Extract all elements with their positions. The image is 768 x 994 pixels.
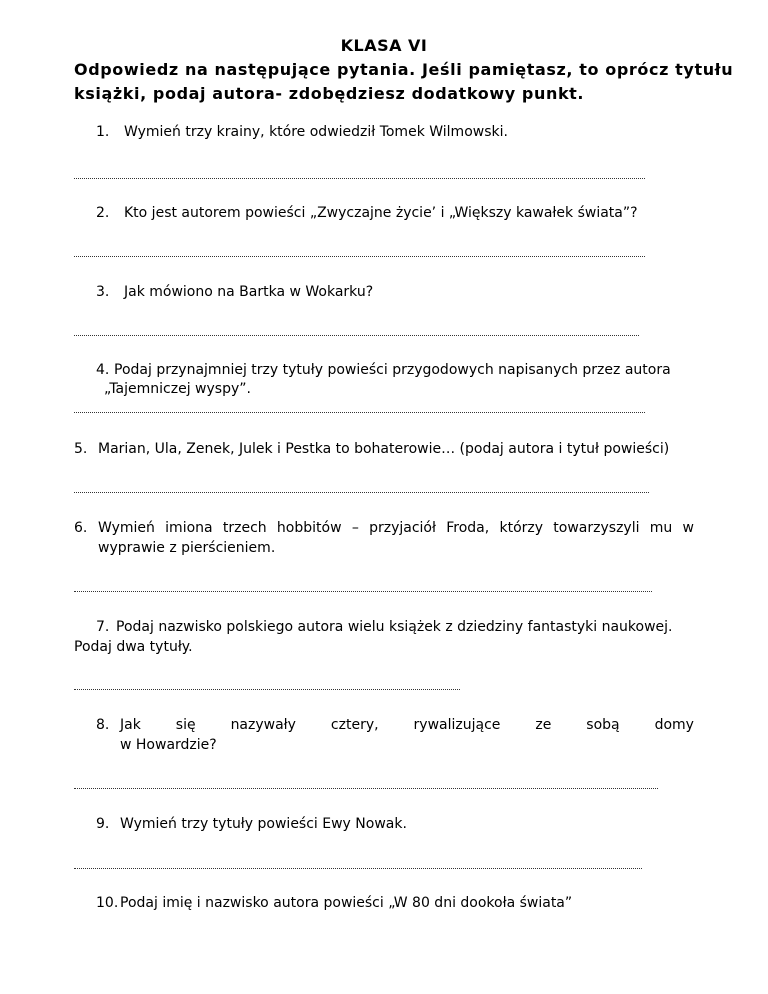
question-10-number: 10. xyxy=(96,895,119,911)
answer-line-5[interactable] xyxy=(74,492,649,495)
intro-line-1: Odpowiedz na następujące pytania. Jeśli pamiętasz, to oprócz tytułu xyxy=(74,60,734,79)
question-3-number: 3. xyxy=(96,284,110,300)
intro-line-2: książki, podaj autora- zdobędziesz dodatkowy punkt. xyxy=(74,84,585,103)
question-7-text-line-2: Podaj dwa tytuły. xyxy=(74,639,193,655)
question-5-number: 5. xyxy=(74,441,88,457)
question-2-number: 2. xyxy=(96,205,110,221)
question-8-word: sobą xyxy=(586,717,620,733)
answer-line-1[interactable] xyxy=(74,178,645,181)
question-8-word: rywalizujące xyxy=(413,717,501,733)
question-8-word: ze xyxy=(535,717,552,733)
question-9-number: 9. xyxy=(96,816,110,832)
question-9-text: Wymień trzy tytuły powieści Ewy Nowak. xyxy=(120,816,407,832)
answer-line-7[interactable] xyxy=(74,689,460,692)
question-8-text-line-2: w Howardzie? xyxy=(120,737,217,753)
page-title: KLASA VI xyxy=(340,36,428,55)
question-6-text-line-2: wyprawie z pierścieniem. xyxy=(98,540,276,556)
question-2-text: Kto jest autorem powieści „Zwyczajne życie’ i „Większy kawałek świata”? xyxy=(124,205,638,221)
question-10-text: Podaj imię i nazwisko autora powieści „W 80 dni dookoła świata” xyxy=(120,895,573,911)
question-1-text: Wymień trzy krainy, które odwiedził Tomek Wilmowski. xyxy=(124,124,508,140)
question-8-text xyxy=(120,717,694,733)
question-8-word: cztery, xyxy=(330,717,379,733)
answer-line-2[interactable] xyxy=(74,256,645,259)
question-6-number: 6. xyxy=(74,520,88,536)
question-4-number: 4. xyxy=(96,362,110,378)
question-6-text: Wymień imiona trzech hobbitów – przyjaciół Froda, którzy towarzyszyli mu w xyxy=(98,520,694,536)
question-8-word: domy xyxy=(654,717,694,733)
question-4-text-line-2: „Tajemniczej wyspy”. xyxy=(104,381,251,397)
question-8-word: nazywały xyxy=(230,717,296,733)
question-8-number: 8. xyxy=(96,717,110,733)
question-4-text: Podaj przynajmniej trzy tytuły powieści przygodowych napisanych przez autora xyxy=(114,362,671,378)
answer-line-6[interactable] xyxy=(74,591,652,594)
question-7-number: 7. xyxy=(96,619,110,635)
answer-line-3[interactable] xyxy=(74,335,639,338)
answer-line-9[interactable] xyxy=(74,868,642,871)
question-7-text: Podaj nazwisko polskiego autora wielu książek z dziedziny fantastyki naukowej. xyxy=(116,619,673,635)
question-3-text: Jak mówiono na Bartka w Wokarku? xyxy=(124,284,374,300)
question-8-word: się xyxy=(175,717,196,733)
question-1-number: 1. xyxy=(96,124,110,140)
question-5-text: Marian, Ula, Zenek, Julek i Pestka to bohaterowie… (podaj autora i tytuł powieści) xyxy=(98,441,670,457)
question-8-word: Jak xyxy=(120,717,141,733)
answer-line-4[interactable] xyxy=(74,412,645,415)
answer-line-8[interactable] xyxy=(74,788,658,791)
